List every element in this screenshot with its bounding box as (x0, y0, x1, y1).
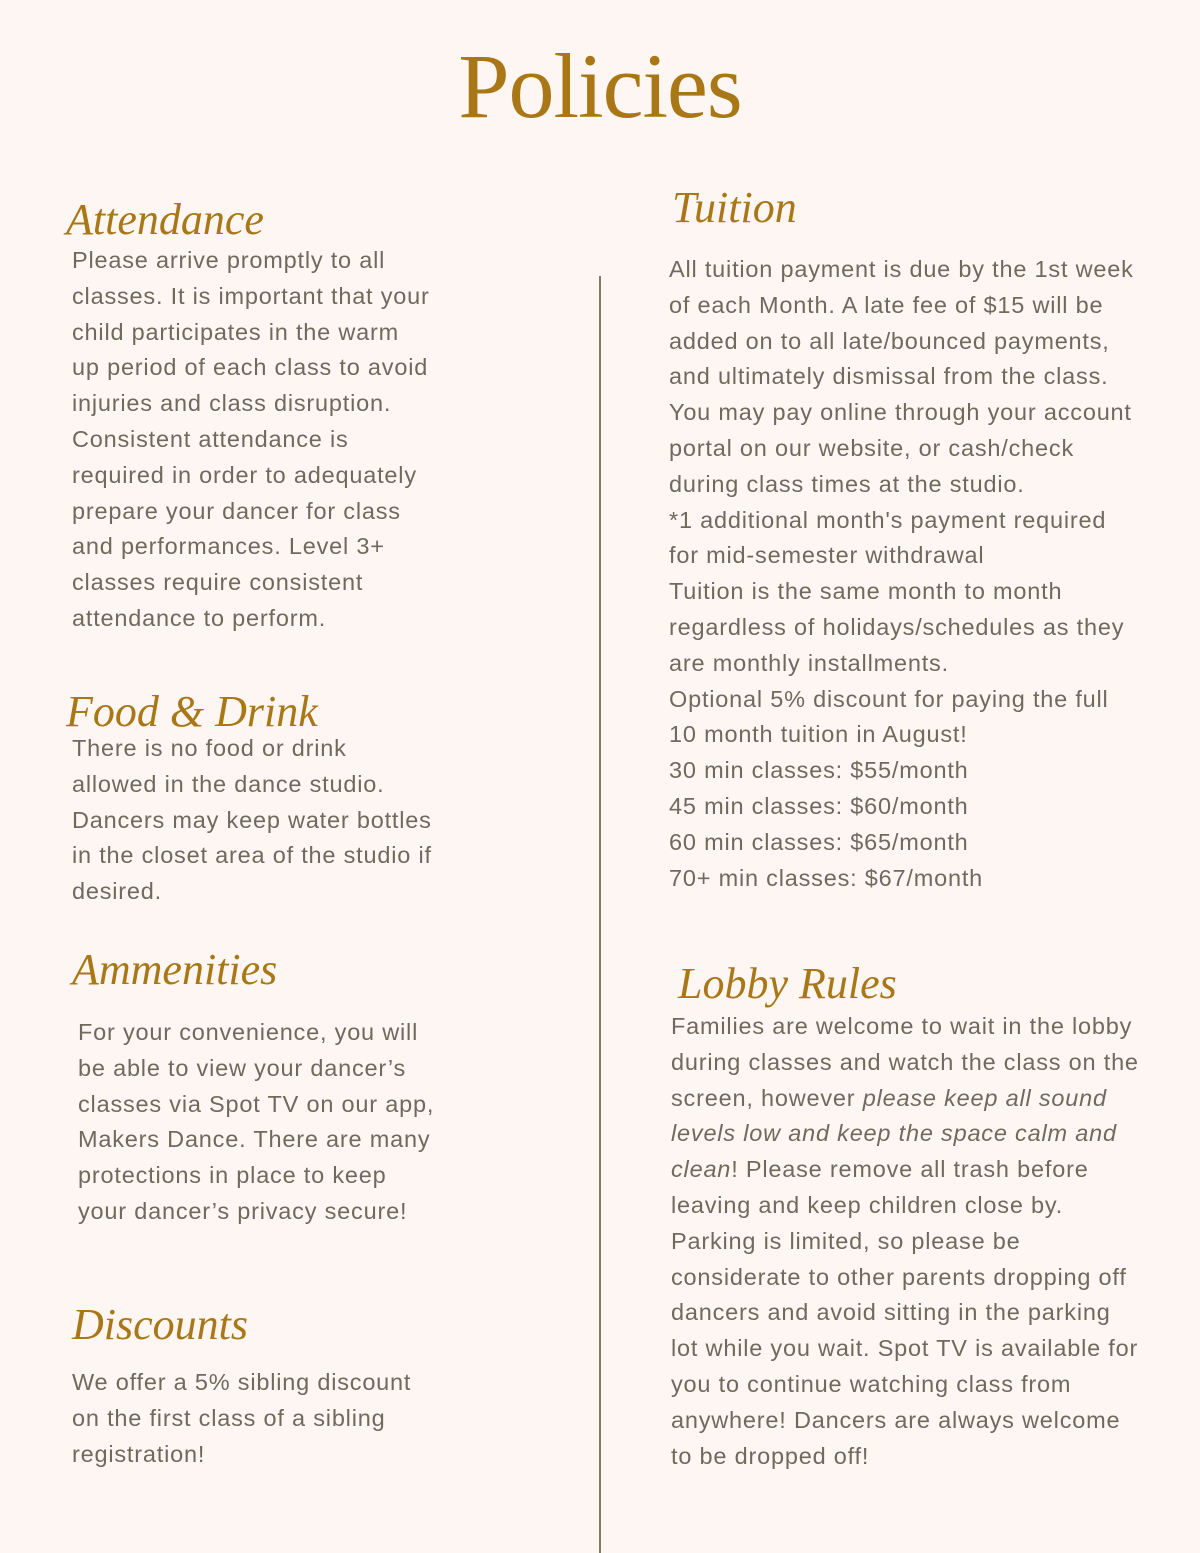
lobby-text (671, 1009, 1141, 1474)
lobby-heading: Lobby Rules (678, 959, 897, 1008)
tuition-text: All tuition payment is due by the 1st week of each Month. A late fee of $15 will be added on to all late/bounced payments, and ultimately dismissal from the class. You may pay online through your account portal on our website, or cash/check during class times at the studio. (669, 256, 1134, 497)
column-divider (599, 276, 601, 1553)
tuition-text-block (669, 252, 1139, 896)
page-title: Policies (458, 35, 742, 137)
tuition-price-70: 70+ min classes: $67/month (669, 864, 984, 891)
discounts-heading: Discounts (72, 1300, 248, 1349)
food-drink-heading: Food & Drink (66, 687, 318, 736)
amenities-text: For your convenience, you will be able to view your dancer’s classes via Spot TV on our app, Makers Dance. There are many protections in place to keep your dancer’s privacy secure! (78, 1019, 435, 1224)
tuition-same-month-note: Tuition is the same month to month regardless of holidays/schedules as they are monthly installments. (669, 578, 1125, 676)
tuition-withdrawal-note: *1 additional month's payment required for mid-semester withdrawal (669, 506, 1107, 569)
attendance-heading: Attendance (66, 195, 264, 244)
tuition-discount-note: Optional 5% discount for paying the full 10 month tuition in August! (669, 685, 1109, 748)
food-drink-text: There is no food or drink allowed in the dance studio. Dancers may keep water bottles in the closet area of the studio if desired. (72, 735, 432, 905)
lobby-text-emphasis: please keep all sound levels low and keep the space calm and clean (671, 1084, 1117, 1183)
amenities-heading: Ammenities (72, 945, 278, 994)
lobby-text-end: ! Please remove all trash before leaving and keep children close by. Parking is limited, so please be considerate to other parents dropping off dancers and avoid sitting in the parking lot while you wait. Spot TV is available for you to continue watching class from anywhere! Dancers are always welcome to be dropped off! (671, 1156, 1139, 1469)
tuition-price-60: 60 min classes: $65/month (669, 828, 969, 855)
tuition-price-45: 45 min classes: $60/month (669, 792, 969, 819)
tuition-heading: Tuition (672, 183, 797, 232)
attendance-text: Please arrive promptly to all classes. It is important that your child participates in the warm up period of each class to avoid injuries and class disruption. Consistent attendance is required in order to adequately prepare your dancer for class and performances. Level 3+ classes require consistent attendance to perform. (72, 247, 430, 631)
lobby-text-start: Families are welcome to wait in the lobby during classes and watch the class on the screen, however (671, 1013, 1139, 1111)
discounts-text: We offer a 5% sibling discount on the first class of a sibling registration! (72, 1369, 412, 1467)
tuition-price-30: 30 min classes: $55/month (669, 757, 969, 784)
